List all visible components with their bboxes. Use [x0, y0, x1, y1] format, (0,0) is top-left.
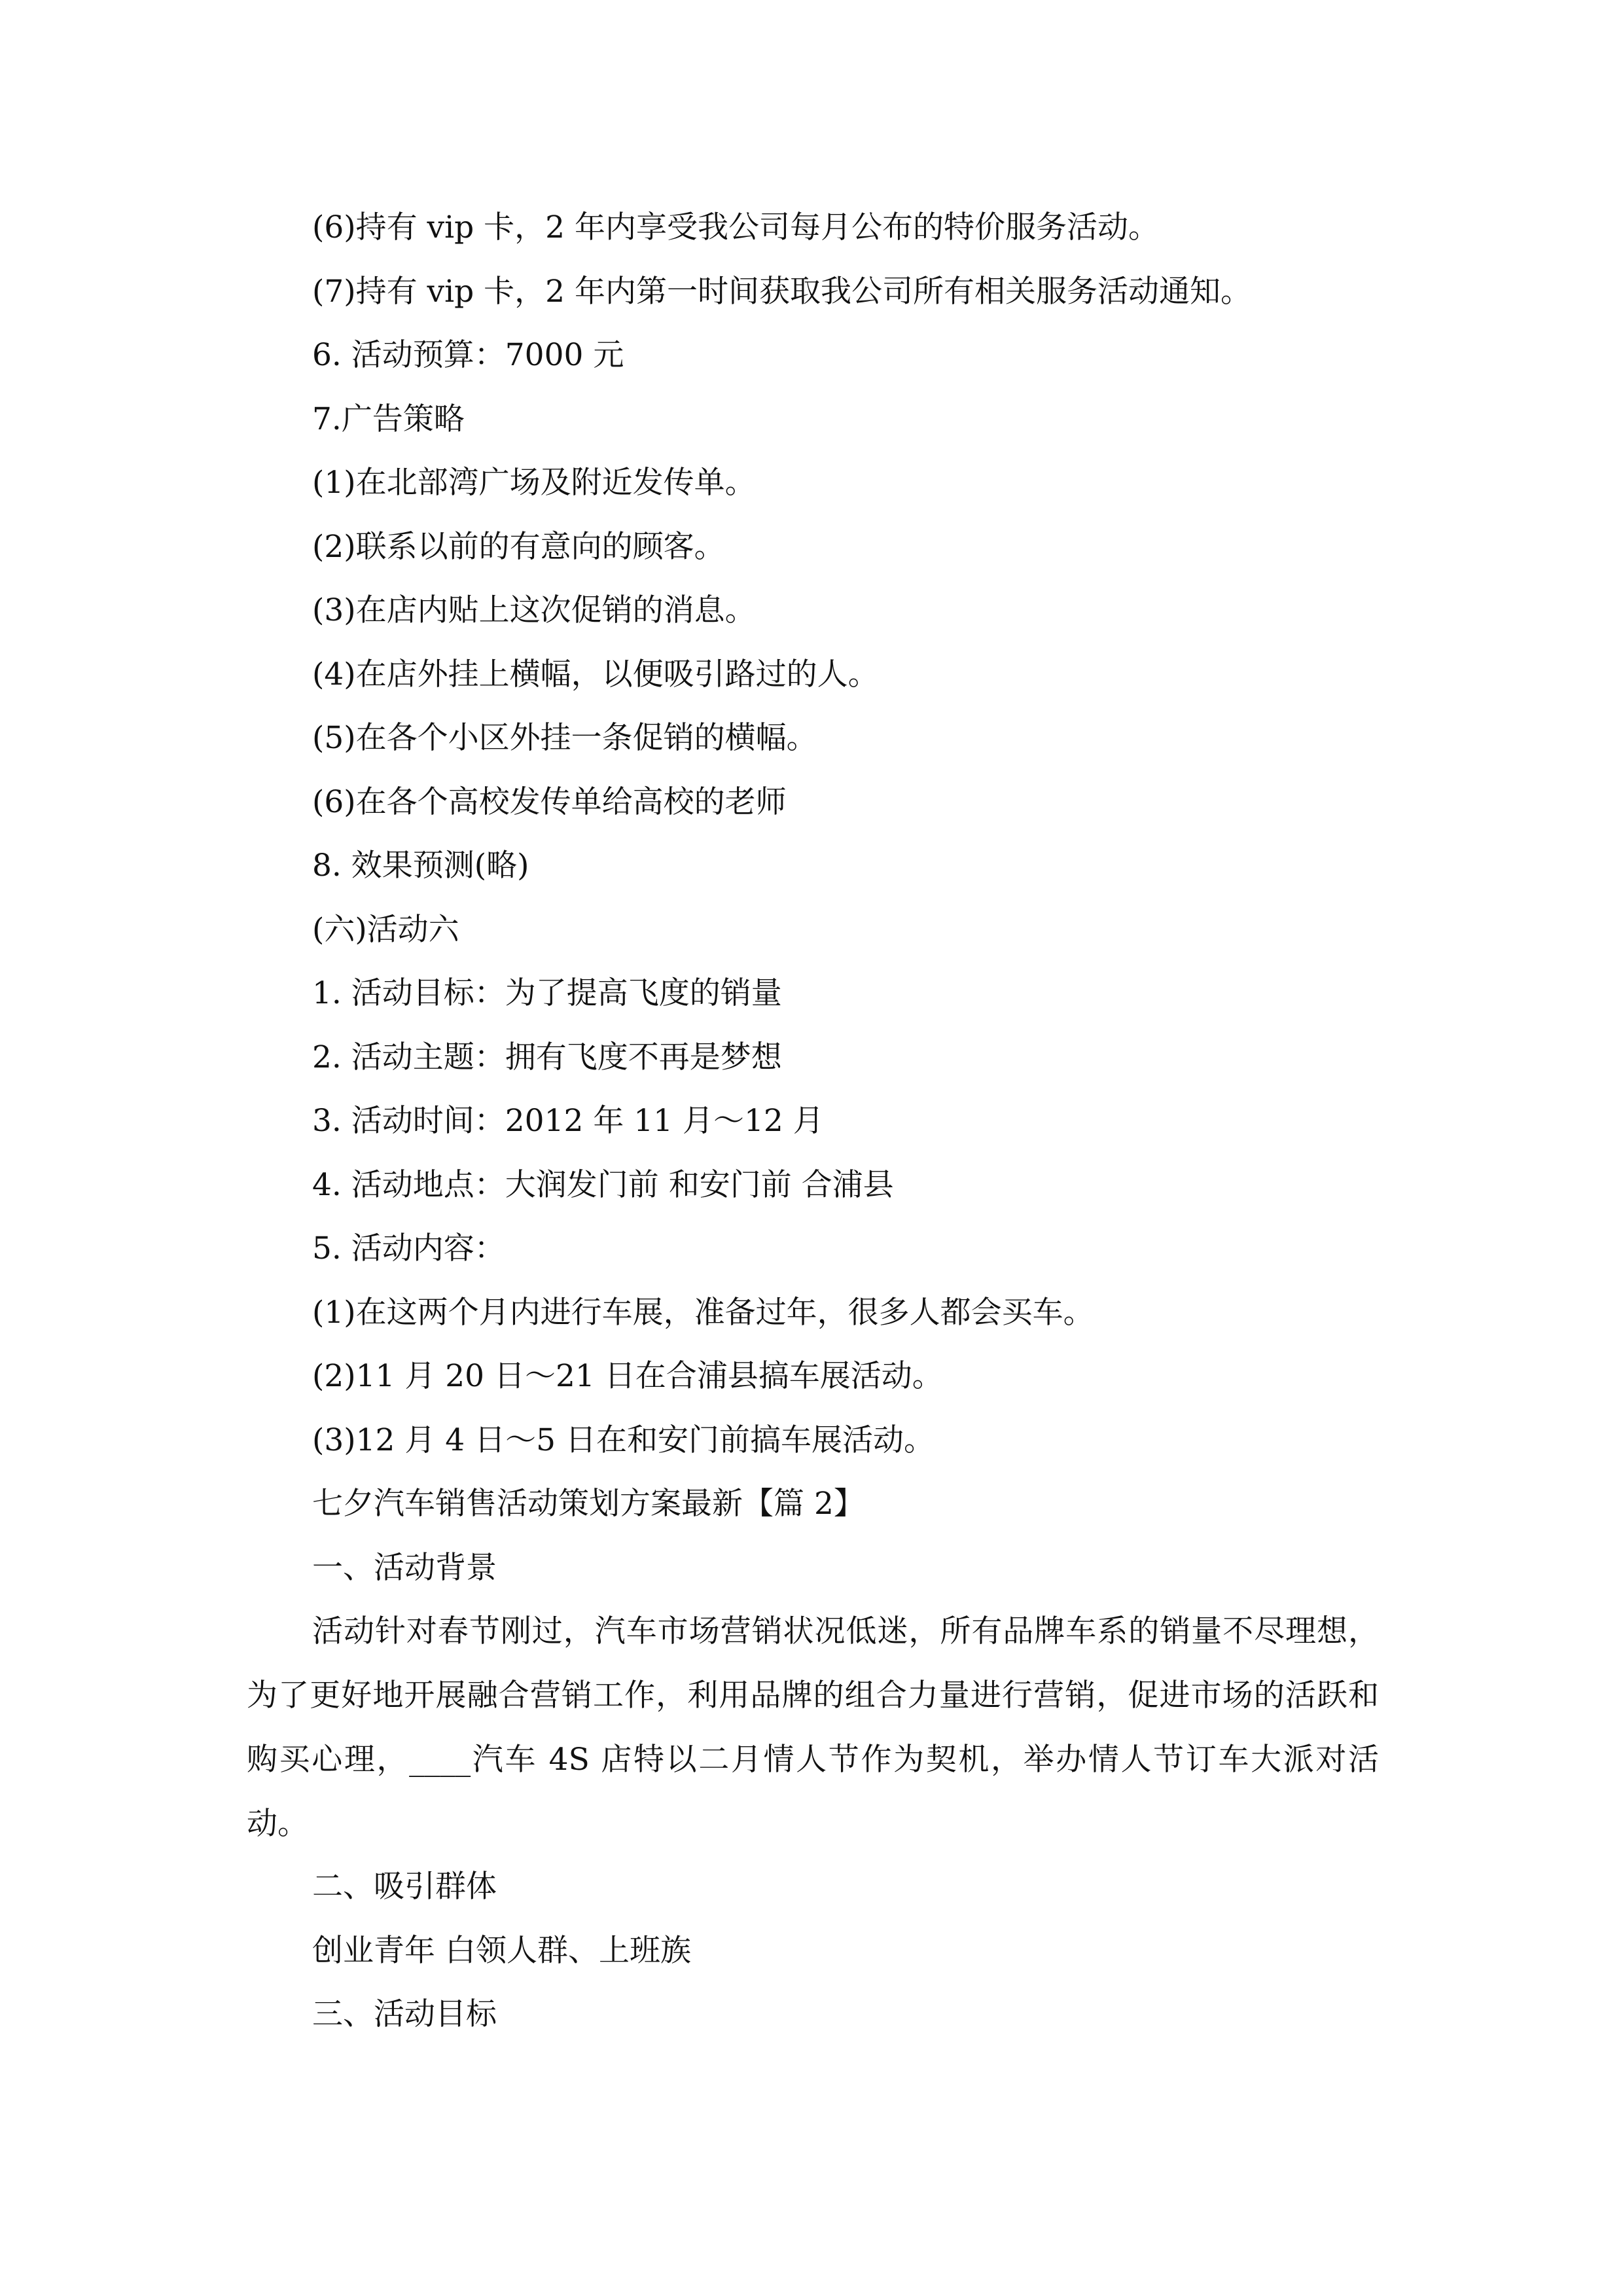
text-line: 5. 活动内容：: [312, 1230, 505, 1266]
text-line: (5)在各个小区外挂一条促销的横幅。: [312, 720, 817, 756]
text-line: (1)在北部湾广场及附近发传单。: [312, 465, 756, 501]
section-heading: 一、活动背景: [312, 1550, 497, 1586]
text-line: (6)持有 vip 卡，2 年内享受我公司每月公布的特价服务活动。: [312, 209, 1159, 245]
background-paragraph: 活动针对春节刚过，汽车市场营销状况低迷，所有品牌车系的销量不尽理想，为了更好地开展融合营销工作，利用品牌的组合力量进行营销，促进市场的活跃和购买心理，____汽车 4S 店特以二月情人节作为契机，举办情人节订车大派对活动。: [247, 1613, 1379, 1842]
text-line: 8. 效果预测(略): [312, 848, 529, 884]
text-line: (7)持有 vip 卡，2 年内第一时间获取我公司所有相关服务活动通知。: [312, 274, 1251, 310]
text-line: (1)在这两个月内进行车展，准备过年，很多人都会买车。: [312, 1295, 1094, 1331]
text-line: 2. 活动主题：拥有飞度不再是梦想: [312, 1039, 782, 1075]
text-line: (3)在店内贴上这次促销的消息。: [312, 592, 756, 628]
article-title: 七夕汽车销售活动策划方案最新【篇 2】: [312, 1486, 865, 1522]
section-heading: (六)活动六: [312, 912, 459, 948]
section-heading: 三、活动目标: [312, 1996, 497, 2032]
section-heading: 二、吸引群体: [312, 1869, 497, 1905]
text-line: 3. 活动时间：2012 年 11 月～12 月: [312, 1103, 824, 1139]
text-line: 4. 活动地点：大润发门前 和安门前 合浦县: [312, 1167, 894, 1203]
text-line: (6)在各个高校发传单给高校的老师: [312, 784, 787, 820]
text-line: (3)12 月 4 日～5 日在和安门前搞车展活动。: [312, 1422, 935, 1458]
text-line: 创业青年 白领人群、上班族: [312, 1933, 691, 1969]
text-line: (2)11 月 20 日～21 日在合浦县搞车展活动。: [312, 1358, 943, 1394]
text-line: 6. 活动预算：7000 元: [312, 337, 624, 373]
text-line: (2)联系以前的有意向的顾客。: [312, 529, 725, 565]
text-line: 1. 活动目标：为了提高飞度的销量: [312, 975, 782, 1011]
text-line: (4)在店外挂上横幅，以便吸引路过的人。: [312, 656, 879, 692]
section-heading: 7.广告策略: [312, 401, 465, 437]
